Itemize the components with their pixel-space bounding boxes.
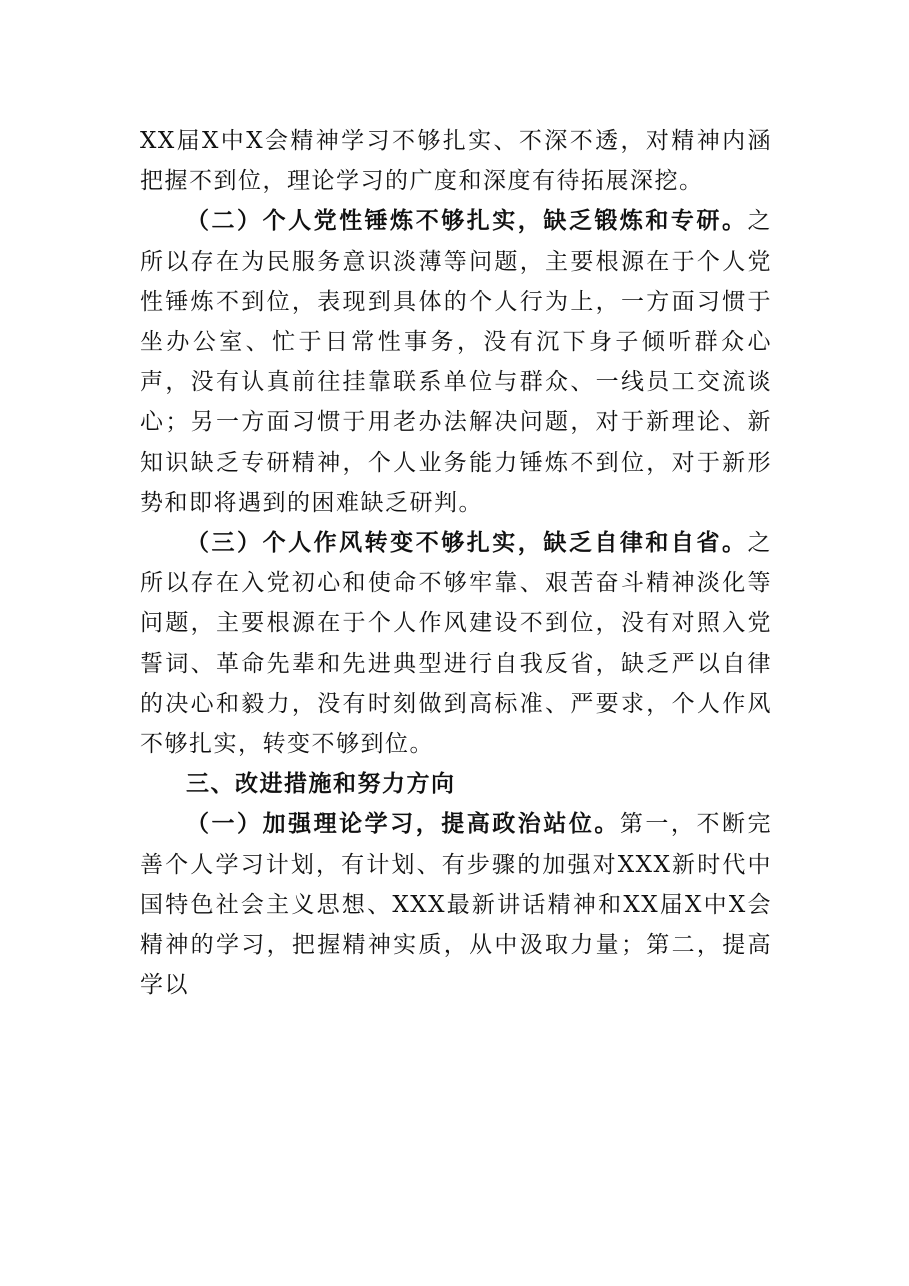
paragraph-lead-heading: （二）个人党性锤炼不够扎实，缺乏锻炼和专研。 <box>186 207 748 235</box>
paragraph-lead-heading: （三）个人作风转变不够扎实，缺乏自律和自省。 <box>186 529 748 557</box>
paragraph-text: 之所以存在入党初心和使命不够牢靠、艰苦奋斗精神淡化等问题，主要根源在于个人作风建设不到位，没有对照入党誓词、革命先辈和先进典型进行自我反省，缺乏严以自律的决心和毅力，没有时刻做到高标准、严要求，个人作风不够扎实，转变不够到位。 <box>140 530 772 758</box>
paragraph-text: 之所以存在为民服务意识淡薄等问题，主要根源在于个人党性锤炼不到位，表现到具体的个人行为上，一方面习惯于坐办公室、忙于日常性事务，没有沉下身子倾听群众心声，没有认真前往挂靠联系单位与群众、一线员工交流谈心；另一方面习惯于用老办法解决问题，对于新理论、新知识缺乏专研精神，个人业务能力锤炼不到位，对于新形势和即将遇到的困难缺乏研判。 <box>140 208 772 516</box>
document-body <box>140 121 772 1005</box>
paragraph-party-spirit <box>140 201 772 523</box>
section-heading: 三、改进措施和努力方向 <box>186 770 456 798</box>
paragraph-work-style <box>140 523 772 764</box>
paragraph-continuation: XX届X中X会精神学习不够扎实、不深不透，对精神内涵把握不到位，理论学习的广度和深度有待拓展深挖。 <box>140 128 772 195</box>
paragraph-lead-heading: （一）加强理论学习，提高政治站位。 <box>186 810 620 838</box>
paragraph-text: 第一，不断完善个人学习计划，有计划、有步骤的加强对XXX新时代中国特色社会主义思想、XXX最新讲话精神和XX届X中X会精神的学习，把握精神实质，从中汲取力量；第二，提高学以 <box>140 811 773 999</box>
paragraph-theory-study <box>140 804 772 1005</box>
